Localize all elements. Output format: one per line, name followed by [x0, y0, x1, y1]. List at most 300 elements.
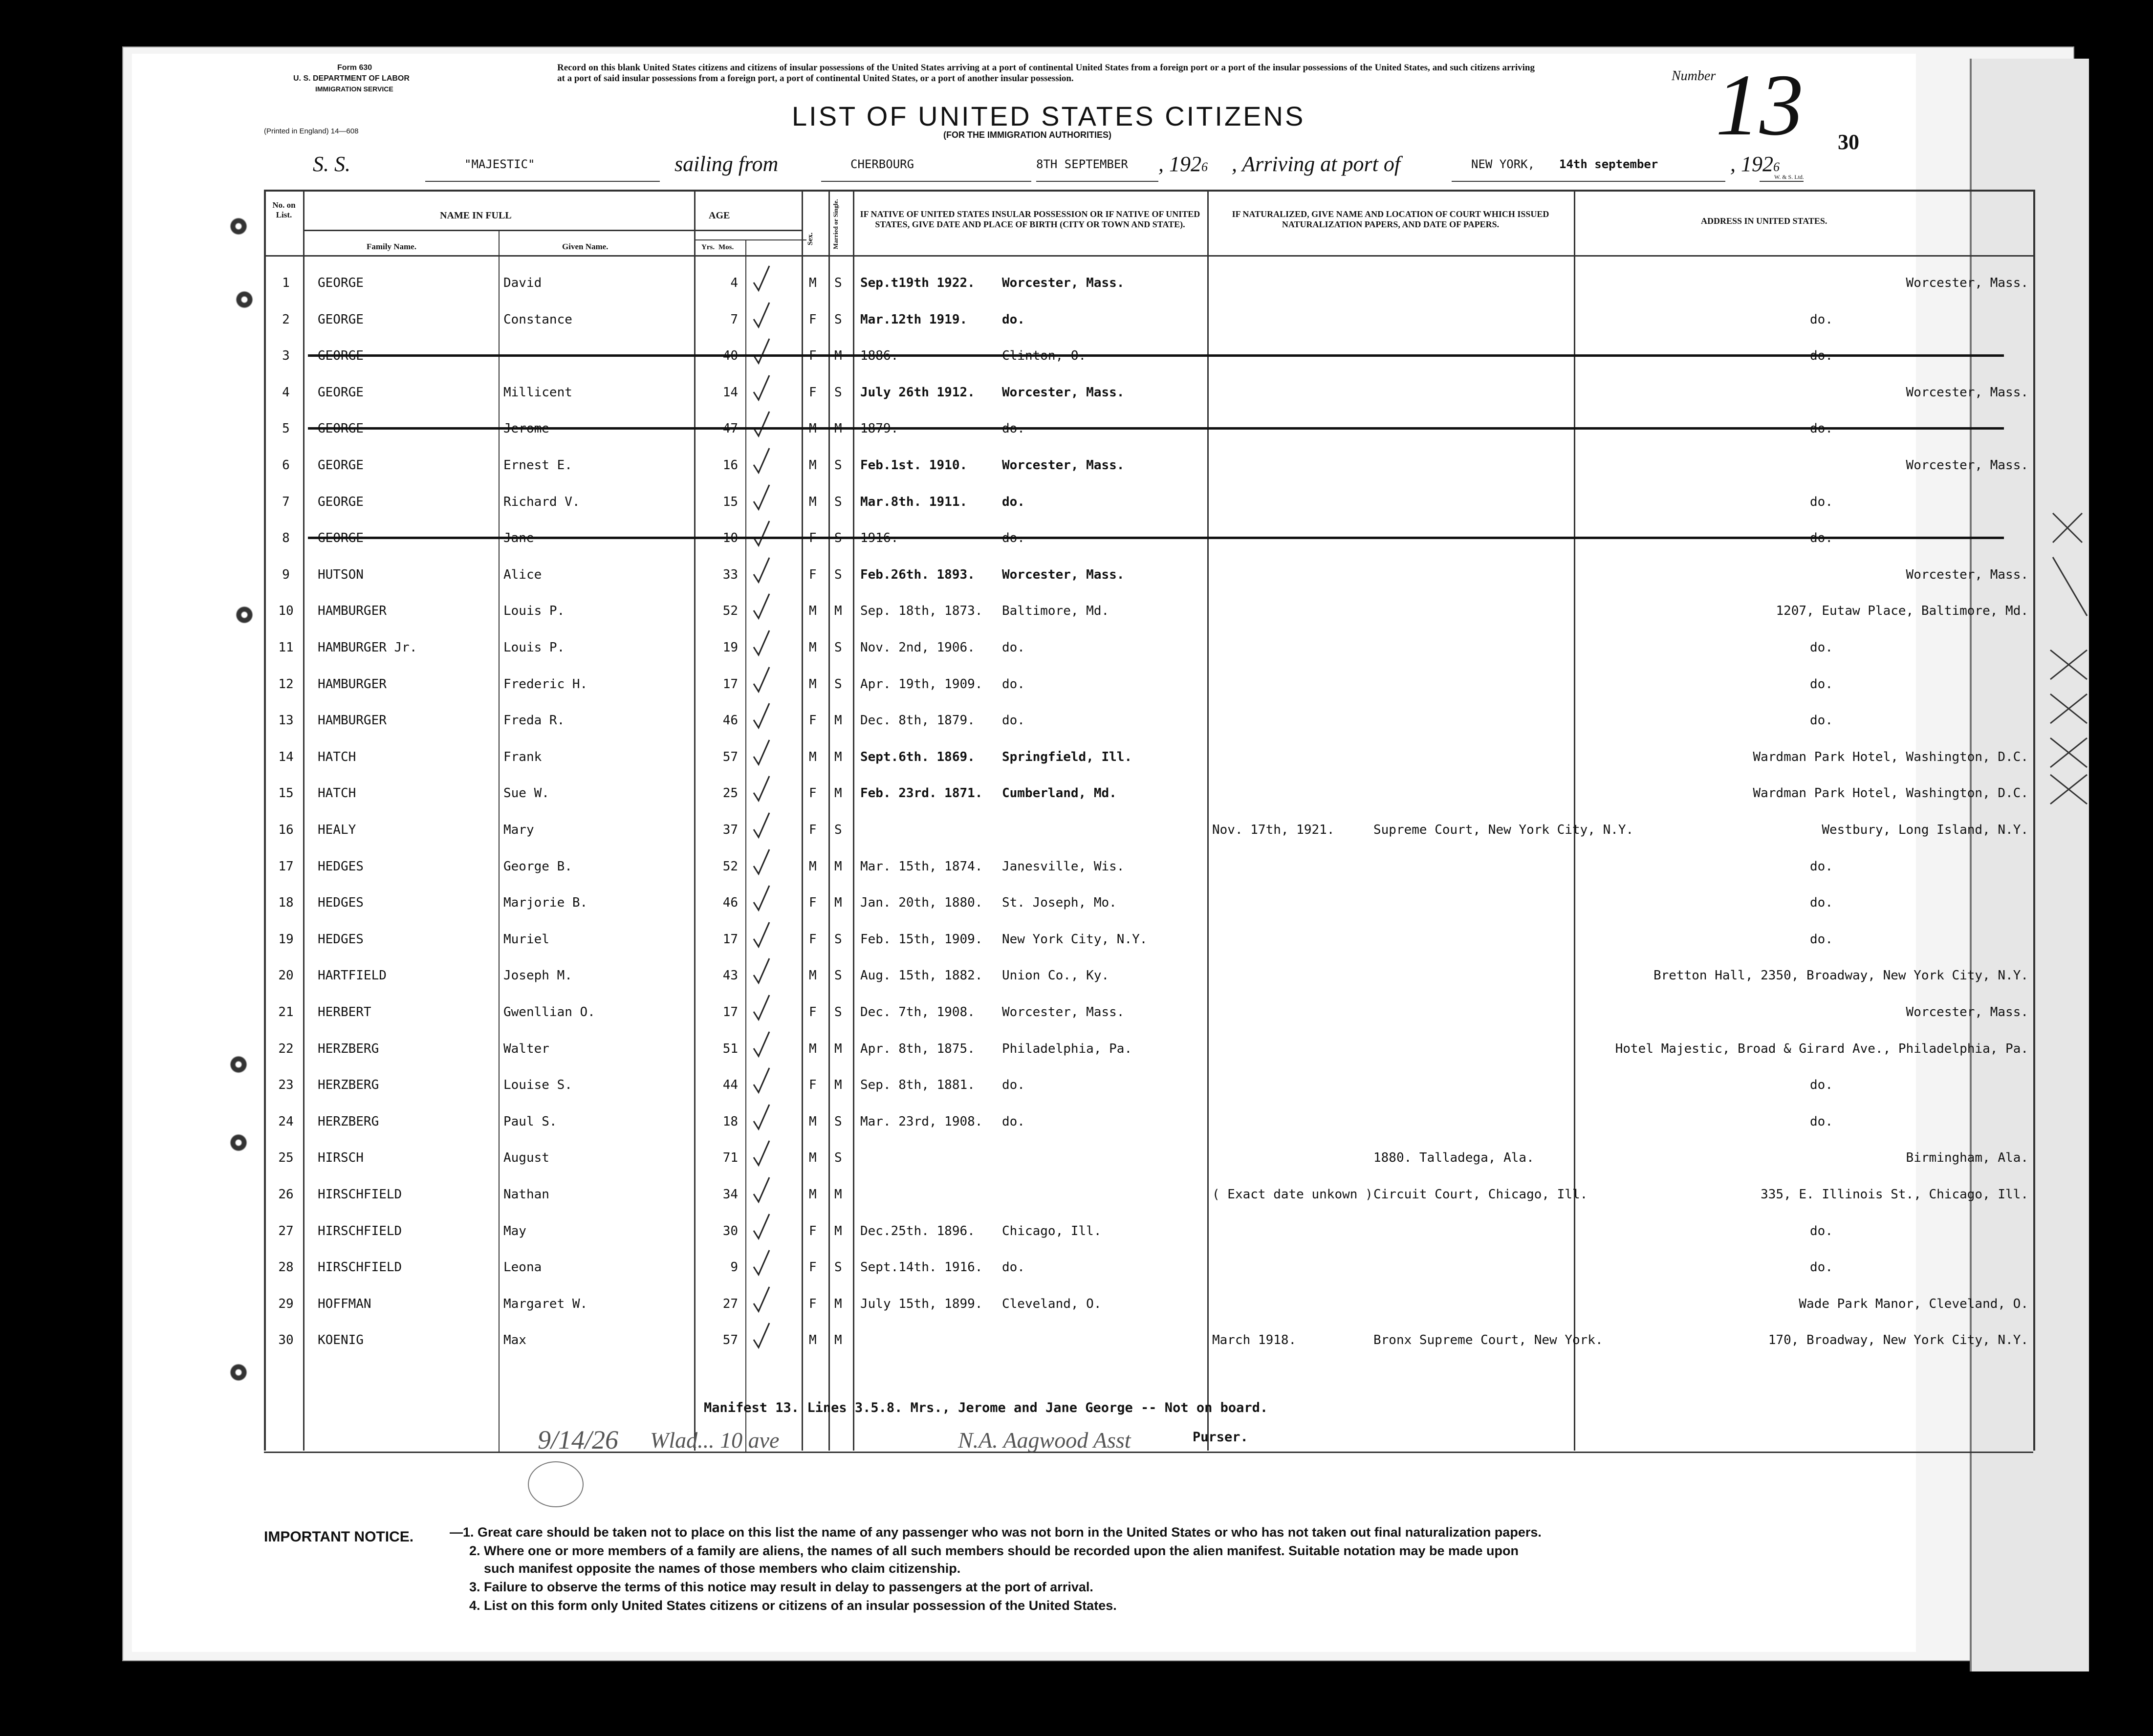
age-years: 14	[722, 385, 738, 400]
given-name: Sue W.	[503, 786, 549, 801]
printer-mark: W. & S. Ltd.	[1774, 174, 1804, 180]
us-address: do.	[1810, 1114, 1833, 1129]
birth-date: Sept.14th. 1916.	[860, 1260, 983, 1275]
marital-status: M	[834, 1187, 842, 1202]
check-mark	[752, 373, 771, 403]
check-mark	[752, 956, 771, 986]
sex: M	[809, 749, 817, 764]
family-name: HATCH	[318, 749, 356, 764]
family-name: GEORGE	[318, 276, 364, 290]
given-name: Mary	[503, 823, 534, 837]
check-mark	[752, 847, 771, 877]
row-number: 8	[282, 531, 290, 546]
row-number: 30	[278, 1333, 294, 1348]
family-name: HOFFMAN	[318, 1296, 371, 1311]
age-years: 43	[722, 968, 738, 983]
check-mark	[752, 483, 771, 512]
handwritten-circle-mark	[528, 1461, 584, 1507]
row-number: 4	[282, 385, 290, 400]
us-address: Bretton Hall, 2350, Broadway, New York City, N.Y.	[1653, 968, 2028, 983]
notice-4: 4. List on this form only United States citizens or citizens of an insular possession of the United States.	[469, 1598, 1117, 1613]
us-address: do.	[1810, 932, 1833, 947]
us-address: Birmingham, Ala.	[1906, 1150, 2028, 1166]
check-mark	[752, 738, 771, 767]
birth-date: Jan. 20th, 1880.	[860, 895, 983, 911]
birth-place: Cumberland, Md.	[1002, 786, 1117, 801]
sex: M	[809, 1333, 817, 1348]
birth-place: Janesville, Wis.	[1002, 859, 1125, 874]
row-number: 22	[278, 1041, 294, 1056]
us-address: Wardman Park Hotel, Washington, D.C.	[1753, 749, 2028, 764]
birth-place: Philadelphia, Pa.	[1002, 1041, 1132, 1056]
marital-status: S	[834, 676, 842, 692]
given-name: Richard V.	[503, 494, 580, 509]
given-name: George B.	[503, 859, 572, 874]
family-name: HERBERT	[318, 1005, 371, 1020]
sex: F	[809, 823, 817, 837]
marital-status: S	[834, 1005, 842, 1020]
marital-status: S	[834, 276, 842, 290]
row-number: 26	[278, 1187, 294, 1202]
family-name: HIRSCHFIELD	[318, 1187, 402, 1202]
birth-date: Aug. 15th, 1882.	[860, 968, 983, 983]
row-number: 28	[278, 1260, 294, 1275]
birth-place: Cleveland, O.	[1002, 1296, 1102, 1311]
header-family-name: Family Name.	[367, 242, 416, 251]
check-mark	[752, 301, 771, 330]
age-years: 18	[722, 1114, 738, 1129]
check-mark	[752, 264, 771, 293]
age-years: 52	[722, 859, 738, 874]
marital-status: M	[834, 604, 842, 619]
naturalization-court: Supreme Court, New York City, N.Y.	[1373, 823, 1634, 837]
printed-note: (Printed in England) 14—608	[264, 127, 359, 135]
given-name: Nathan	[503, 1187, 549, 1202]
row-number: 16	[278, 823, 294, 837]
strike-through-line	[308, 537, 2004, 539]
header-native: IF NATIVE OF UNITED STATES INSULAR POSSESSION OR IF NATIVE OF UNITED STATES, GIVE DATE AND PLACE OF BIRTH (CITY OR TOWN AND STATE).	[860, 209, 1200, 229]
stacked-pages	[1970, 59, 2089, 1671]
family-name: HIRSCHFIELD	[318, 1260, 402, 1275]
row-number: 24	[278, 1114, 294, 1129]
family-name: HAMBURGER	[318, 676, 387, 692]
family-name: HARTFIELD	[318, 968, 387, 983]
sex: F	[809, 1296, 817, 1311]
row-number: 13	[278, 713, 294, 728]
us-address: Westbury, Long Island, N.Y.	[1822, 823, 2028, 837]
birth-place: Worcester, Mass.	[1002, 276, 1125, 290]
birth-place: St. Joseph, Mo.	[1002, 895, 1117, 911]
row-number: 6	[282, 458, 290, 473]
age-years: 9	[730, 1260, 738, 1275]
sex: F	[809, 1078, 817, 1093]
number-label: Number	[1672, 68, 1716, 84]
date-to: 14th september	[1559, 157, 1658, 171]
given-name: Leona	[503, 1260, 542, 1275]
notice-3: 3. Failure to observe the terms of this notice may result in delay to passengers at the port of arrival.	[469, 1580, 1093, 1594]
age-years: 51	[722, 1041, 738, 1056]
family-name: GEORGE	[318, 458, 364, 473]
us-address: 335, E. Illinois St., Chicago, Ill.	[1761, 1187, 2028, 1202]
us-address: Wade Park Manor, Cleveland, O.	[1799, 1296, 2028, 1311]
age-years: 71	[722, 1150, 738, 1166]
given-name: Louis P.	[503, 604, 565, 619]
ship-name: "MAJESTIC"	[464, 157, 535, 171]
birth-place: Chicago, Ill.	[1002, 1223, 1102, 1238]
check-mark	[752, 1030, 771, 1059]
form-number: Form 630	[337, 64, 372, 72]
page-number: 30	[1838, 130, 1859, 154]
us-address: do.	[1810, 494, 1833, 509]
check-mark	[752, 1175, 771, 1205]
birth-place: do.	[1002, 1260, 1025, 1275]
row-number: 9	[282, 567, 290, 582]
naturalization-court: Circuit Court, Chicago, Ill.	[1373, 1187, 1588, 1202]
birth-date: Sep.t19th 1922.	[860, 276, 975, 290]
given-name: Alice	[503, 567, 542, 582]
department: U. S. DEPARTMENT OF LABOR	[293, 74, 410, 83]
age-years: 37	[722, 823, 738, 837]
us-address: Worcester, Mass.	[1906, 1005, 2028, 1020]
row-number: 17	[278, 859, 294, 874]
header-naturalized: IF NATURALIZED, GIVE NAME AND LOCATION OF COURT WHICH ISSUED NATURALIZATION PAPERS, AND DATE OF PAPERS.	[1232, 209, 1549, 229]
naturalization-date: ( Exact date unkown )	[1212, 1187, 1373, 1202]
header-address: ADDRESS IN UNITED STATES.	[1701, 216, 1827, 226]
age-years: 19	[722, 640, 738, 655]
sex: F	[809, 385, 817, 400]
year-prefix-1: , 192	[1158, 152, 1201, 176]
us-address: do.	[1810, 895, 1833, 911]
birth-date: Feb.26th. 1893.	[860, 567, 975, 582]
given-name: Millicent	[503, 385, 572, 400]
birth-place: New York City, N.Y.	[1002, 932, 1148, 947]
birth-place: Worcester, Mass.	[1002, 458, 1125, 473]
birth-date: July 15th, 1899.	[860, 1296, 983, 1311]
row-number: 12	[278, 676, 294, 692]
naturalization-court: 1880. Talladega, Ala.	[1373, 1150, 1534, 1166]
family-name: GEORGE	[318, 494, 364, 509]
age-years: 17	[722, 676, 738, 692]
manifest-sheet	[132, 54, 2028, 1652]
sex: M	[809, 968, 817, 983]
sex: M	[809, 494, 817, 509]
birth-place: Baltimore, Md.	[1002, 604, 1109, 619]
sex: F	[809, 312, 817, 327]
marital-status: S	[834, 932, 842, 947]
header-sex: Sex.	[806, 232, 814, 245]
header-no: No. on List.	[272, 200, 296, 219]
manifest-note: Manifest 13. Lines 3.5.8. Mrs., Jerome and Jane George -- Not on board.	[704, 1400, 1268, 1415]
check-mark	[752, 410, 771, 439]
check-mark	[752, 811, 771, 840]
given-name: Walter	[503, 1041, 549, 1056]
sex: M	[809, 676, 817, 692]
family-name: HATCH	[318, 786, 356, 801]
given-name: May	[503, 1223, 526, 1238]
marital-status: S	[834, 567, 842, 582]
row-number: 15	[278, 786, 294, 801]
check-mark	[752, 1103, 771, 1132]
age-years: 44	[722, 1078, 738, 1093]
given-name: Freda R.	[503, 713, 565, 728]
us-address: Worcester, Mass.	[1906, 567, 2028, 582]
marital-status: M	[834, 859, 842, 874]
binder-hole	[230, 1364, 247, 1381]
family-name: HEALY	[318, 823, 356, 837]
row-number: 21	[278, 1005, 294, 1020]
marital-status: S	[834, 823, 842, 837]
strike-through-line	[308, 354, 2004, 357]
check-mark	[752, 1139, 771, 1168]
sex: M	[809, 458, 817, 473]
notice-label: IMPORTANT NOTICE.	[264, 1529, 414, 1545]
row-number: 29	[278, 1296, 294, 1311]
birth-place: do.	[1002, 713, 1025, 728]
given-name: Louise S.	[503, 1078, 572, 1093]
birth-place: Springfield, Ill.	[1002, 749, 1132, 764]
ss-label: S. S.	[313, 152, 350, 176]
binder-hole	[230, 217, 247, 235]
age-years: 17	[722, 932, 738, 947]
page-title: LIST OF UNITED STATES CITIZENS	[792, 101, 1305, 131]
family-name: HAMBURGER	[318, 713, 387, 728]
family-name: HERZBERG	[318, 1114, 379, 1129]
marital-status: M	[834, 713, 842, 728]
marital-status: M	[834, 1223, 842, 1238]
age-years: 57	[722, 749, 738, 764]
sex: M	[809, 276, 817, 290]
family-name: GEORGE	[318, 312, 364, 327]
birth-date: Feb. 15th, 1909.	[860, 932, 983, 947]
marital-status: M	[834, 895, 842, 911]
sex: M	[809, 1114, 817, 1129]
birth-date: Dec. 8th, 1879.	[860, 713, 975, 728]
us-address: do.	[1810, 676, 1833, 692]
check-mark	[752, 1212, 771, 1241]
given-name: Frank	[503, 749, 542, 764]
row-number: 25	[278, 1150, 294, 1166]
check-mark	[752, 1321, 771, 1350]
age-years: 52	[722, 604, 738, 619]
notice-1: —1. Great care should be taken not to place on this list the name of any passenger who was not born in the United States or who has not taken out final naturalization papers.	[450, 1525, 1542, 1540]
check-mark	[752, 1285, 771, 1314]
check-mark	[752, 993, 771, 1022]
age-years: 46	[722, 713, 738, 728]
year-prefix-2: , 192	[1730, 152, 1773, 176]
purser-label: Purser.	[1193, 1430, 1248, 1445]
birth-place: Worcester, Mass.	[1002, 385, 1125, 400]
arriving-label: , Arriving at port of	[1232, 152, 1401, 176]
binder-hole	[236, 291, 253, 308]
birth-place: do.	[1002, 676, 1025, 692]
row-number: 10	[278, 604, 294, 619]
us-address: do.	[1810, 1223, 1833, 1238]
marital-status: S	[834, 1260, 842, 1275]
header-age: AGE	[709, 210, 730, 221]
given-name: Paul S.	[503, 1114, 557, 1129]
year-suffix-2: 6	[1773, 160, 1780, 174]
family-name: HERZBERG	[318, 1041, 379, 1056]
sex: F	[809, 713, 817, 728]
sex: M	[809, 604, 817, 619]
age-years: 34	[722, 1187, 738, 1202]
birth-place: Union Co., Ky.	[1002, 968, 1109, 983]
header-mos: Mos.	[718, 243, 734, 251]
check-mark	[752, 592, 771, 621]
age-years: 30	[722, 1223, 738, 1238]
age-years: 46	[722, 895, 738, 911]
given-name: Ernest E.	[503, 458, 572, 473]
row-number: 14	[278, 749, 294, 764]
us-address: do.	[1810, 1260, 1833, 1275]
sex: F	[809, 567, 817, 582]
family-name: HEDGES	[318, 859, 364, 874]
birth-date: Mar.8th. 1911.	[860, 494, 968, 509]
row-number: 27	[278, 1223, 294, 1238]
age-years: 15	[722, 494, 738, 509]
us-address: do.	[1810, 859, 1833, 874]
given-name: David	[503, 276, 542, 290]
age-years: 27	[722, 1296, 738, 1311]
family-name: KOENIG	[318, 1333, 364, 1348]
row-number: 11	[278, 640, 294, 655]
binder-hole	[236, 606, 253, 624]
marital-status: S	[834, 1114, 842, 1129]
sex: F	[809, 1260, 817, 1275]
check-mark	[752, 1066, 771, 1095]
header-married: Married or Single.	[832, 199, 839, 249]
sailing-label: sailing from	[674, 152, 779, 176]
given-name: Margaret W.	[503, 1296, 588, 1311]
sex: F	[809, 786, 817, 801]
row-number: 18	[278, 895, 294, 911]
port-to: NEW YORK,	[1471, 157, 1535, 171]
marital-status: M	[834, 1333, 842, 1348]
naturalization-date: Nov. 17th, 1921.	[1212, 823, 1335, 837]
header-given-name: Given Name.	[562, 242, 609, 251]
naturalization-court: Bronx Supreme Court, New York.	[1373, 1333, 1603, 1348]
manifest-number: 13	[1716, 56, 1804, 153]
year-suffix-1: 6	[1201, 160, 1208, 174]
birth-place: do.	[1002, 640, 1025, 655]
purser-signature: N.A. Aagwood Asst	[958, 1428, 1131, 1453]
sex: M	[809, 859, 817, 874]
us-address: Worcester, Mass.	[1906, 385, 2028, 400]
sex: M	[809, 640, 817, 655]
birth-date: July 26th 1912.	[860, 385, 975, 400]
binder-hole	[230, 1056, 247, 1073]
birth-place: Worcester, Mass.	[1002, 1005, 1125, 1020]
given-name: Marjorie B.	[503, 895, 588, 911]
notice-2: 2. Where one or more members of a family are aliens, the names of all such members should be recorded upon the alien manifest. Suitable notation may be made upon	[469, 1543, 1519, 1558]
check-mark	[752, 337, 771, 366]
given-name: Louis P.	[503, 640, 565, 655]
row-number: 7	[282, 494, 290, 509]
sex: M	[809, 1187, 817, 1202]
us-address: do.	[1810, 312, 1833, 327]
birth-date: Sept.6th. 1869.	[860, 749, 975, 764]
family-name: HAMBURGER	[318, 604, 387, 619]
sex: F	[809, 1005, 817, 1020]
row-number: 19	[278, 932, 294, 947]
given-name: Joseph M.	[503, 968, 572, 983]
family-name: GEORGE	[318, 385, 364, 400]
marital-status: M	[834, 786, 842, 801]
us-address: do.	[1810, 713, 1833, 728]
birth-date: Mar.12th 1919.	[860, 312, 968, 327]
age-years: 16	[722, 458, 738, 473]
birth-date: Apr. 19th, 1909.	[860, 676, 983, 692]
row-number: 3	[282, 348, 290, 364]
header-yrs: Yrs.	[701, 243, 715, 251]
notice-2b: such manifest opposite the names of those members who claim citizenship.	[484, 1561, 961, 1576]
age-years: 4	[730, 276, 738, 290]
date-from: 8TH SEPTEMBER	[1036, 157, 1128, 171]
sex: M	[809, 1041, 817, 1056]
age-years: 57	[722, 1333, 738, 1348]
marital-status: S	[834, 640, 842, 655]
check-mark	[752, 920, 771, 950]
birth-place: do.	[1002, 312, 1025, 327]
birth-date: Mar. 15th, 1874.	[860, 859, 983, 874]
check-mark	[752, 884, 771, 913]
check-mark	[752, 774, 771, 803]
marital-status: M	[834, 1296, 842, 1311]
marital-status: M	[834, 1078, 842, 1093]
age-years: 17	[722, 1005, 738, 1020]
given-name: Muriel	[503, 932, 549, 947]
family-name: HAMBURGER Jr.	[318, 640, 417, 655]
given-name: Constance	[503, 312, 572, 327]
sex: F	[809, 1223, 817, 1238]
age-years: 7	[730, 312, 738, 327]
strike-through-line	[308, 427, 2004, 430]
page-subtitle: (FOR THE IMMIGRATION AUTHORITIES)	[943, 130, 1111, 140]
age-years: 33	[722, 567, 738, 582]
sex: M	[809, 1150, 817, 1166]
birth-date: Feb. 23rd. 1871.	[860, 786, 983, 801]
given-name: Max	[503, 1333, 526, 1348]
row-number: 5	[282, 421, 290, 436]
marital-status: M	[834, 1041, 842, 1056]
marital-status: S	[834, 312, 842, 327]
check-mark	[752, 519, 771, 548]
check-mark	[752, 629, 771, 658]
us-address: do.	[1810, 1078, 1833, 1093]
family-name: HIRSCHFIELD	[318, 1223, 402, 1238]
birth-date: Dec.25th. 1896.	[860, 1223, 975, 1238]
handwritten-date: 9/14/26	[538, 1425, 619, 1454]
birth-place: do.	[1002, 1114, 1025, 1129]
family-name: HEDGES	[318, 932, 364, 947]
family-name: HERZBERG	[318, 1078, 379, 1093]
port-from: CHERBOURG	[850, 157, 914, 171]
family-name: HEDGES	[318, 895, 364, 911]
marital-status: S	[834, 385, 842, 400]
us-address: Worcester, Mass.	[1906, 276, 2028, 290]
us-address: Wardman Park Hotel, Washington, D.C.	[1753, 786, 2028, 801]
naturalization-date: March 1918.	[1212, 1333, 1297, 1348]
check-mark	[752, 665, 771, 694]
birth-place: Worcester, Mass.	[1002, 567, 1125, 582]
row-number: 1	[282, 276, 290, 290]
birth-place: do.	[1002, 494, 1025, 509]
us-address: Worcester, Mass.	[1906, 458, 2028, 473]
marital-status: S	[834, 458, 842, 473]
check-mark	[752, 1248, 771, 1278]
marital-status: S	[834, 494, 842, 509]
birth-date: Sep. 8th, 1881.	[860, 1078, 975, 1093]
